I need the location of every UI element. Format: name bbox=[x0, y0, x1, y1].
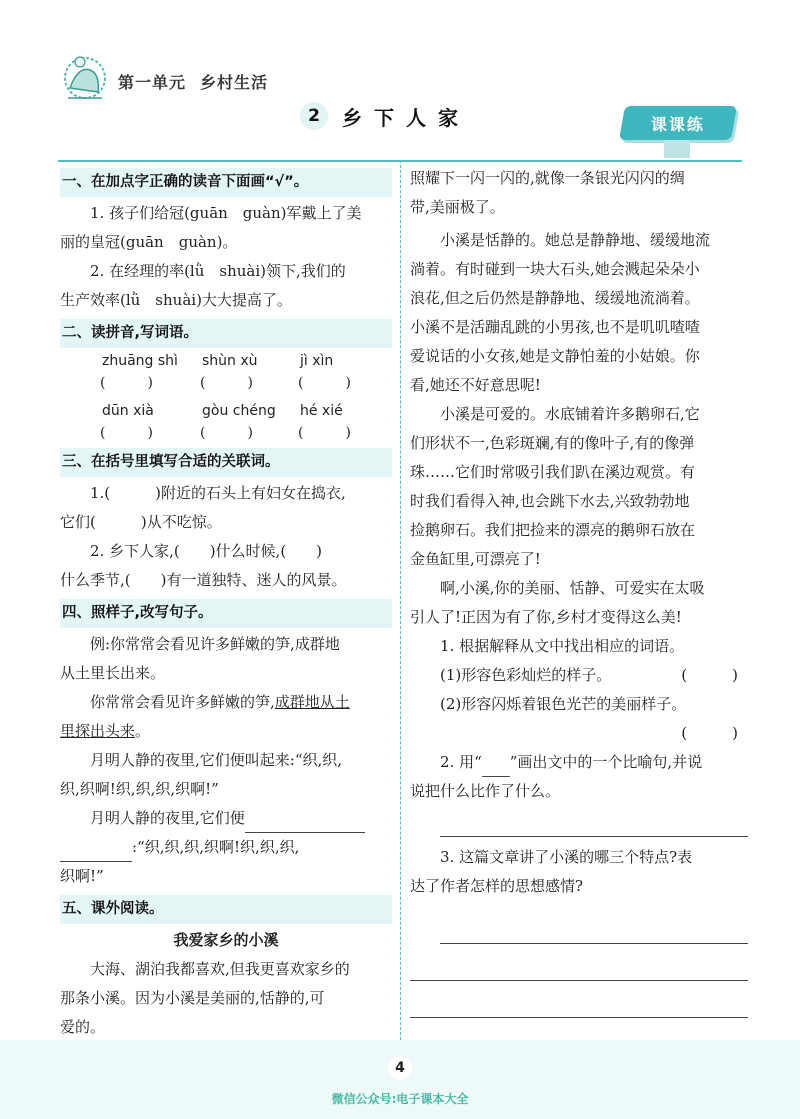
unit-title bbox=[118, 70, 268, 93]
unit-header bbox=[60, 48, 300, 108]
section-1-title: 一、在加点字正确的读音下面画“√”。 bbox=[60, 168, 392, 197]
section-4-title: 四、照样子,改写句子。 bbox=[60, 599, 392, 628]
section-5-title: 五、课外阅读。 bbox=[60, 895, 392, 924]
question-1-2-answer-row bbox=[410, 719, 748, 748]
answer-box-2[interactable]: ( ) bbox=[200, 375, 253, 391]
lesson-heading bbox=[300, 98, 520, 134]
s4-answer-blank-1[interactable] bbox=[245, 815, 365, 833]
footer-note: 微信公众号:电子课本大全 bbox=[331, 1092, 469, 1106]
article-p3-line6: 看,她还不好意思呢! bbox=[410, 376, 541, 394]
s4-example2-line2 bbox=[60, 717, 392, 746]
article-p5-line2: 引人了!正因为有了你,乡村才变得这么美! bbox=[410, 608, 682, 626]
s1-q1-line1: 1. 孩子们给冠(guān guàn)军戴上了美 bbox=[90, 204, 362, 222]
question-3-gap-2 bbox=[410, 981, 748, 1017]
article-p3-line5: 爱说话的小女孩,她是文静怕羞的小姑娘。你 bbox=[410, 347, 700, 365]
s4-example-line2: 从土里长出来。 bbox=[60, 664, 166, 682]
pinyin-3: jì xìn bbox=[300, 353, 334, 369]
article-p3-line2: 淌着。有时碰到一块大石头,她会溅起朵朵小 bbox=[410, 260, 700, 278]
s4-example2-text: 你常常会看见许多鲜嫩的笋, bbox=[90, 693, 275, 711]
s3-q2-line2: 什么季节,( )有一道独特、迷人的风景。 bbox=[60, 571, 347, 589]
s4-question-line2: 织,织啊!织,织,织,织啊!” bbox=[60, 780, 219, 798]
s4-answer-line3: 织啊!” bbox=[60, 867, 104, 885]
article-p3-line1: 小溪是恬静的。她总是静静地、缓缓地流 bbox=[440, 231, 711, 249]
s4-question-line1: 月明人静的夜里,它们便叫起来:“织,织, bbox=[90, 751, 343, 769]
question-1-2-answer[interactable]: ( ) bbox=[681, 724, 738, 742]
question-2-line1 bbox=[410, 748, 748, 777]
question-1: 1. 根据解释从文中找出相应的词语。 bbox=[440, 637, 685, 655]
question-2-underline-sample bbox=[482, 761, 510, 777]
right-column bbox=[410, 164, 748, 1018]
answer-row-1[interactable] bbox=[60, 372, 392, 394]
question-3-line2: 达了作者怎样的思想感情? bbox=[410, 877, 584, 895]
question-3-answer-line-3[interactable] bbox=[410, 1017, 748, 1018]
unit-label: 第一单元 bbox=[118, 73, 187, 92]
pinyin-5: gòu chéng bbox=[202, 403, 276, 419]
practice-tag bbox=[619, 106, 737, 140]
lesson-number: 2 bbox=[300, 102, 328, 130]
article-p5-line1: 啊,小溪,你的美丽、恬静、可爱实在太吸 bbox=[440, 579, 705, 597]
article-p4-line4: 时我们看得入神,也会跳下水去,兴致勃勃地 bbox=[410, 492, 690, 510]
page-number: 4 bbox=[388, 1056, 412, 1080]
article-p1-line1: 大海、湖泊我都喜欢,但我更喜欢家乡的 bbox=[90, 960, 350, 978]
question-2-answer-line[interactable] bbox=[440, 836, 748, 837]
s3-q1-line1: 1.( )附近的石头上有妇女在捣衣, bbox=[90, 484, 346, 502]
pinyin-row-2 bbox=[60, 400, 392, 422]
article-p4-line3: 珠……它们时常吸引我们趴在溪边观赏。有 bbox=[410, 463, 696, 481]
question-3-line1: 3. 这篇文章讲了小溪的哪三个特点?表 bbox=[440, 848, 693, 866]
article-title: 我爱家乡的小溪 bbox=[173, 931, 279, 949]
question-1-1 bbox=[410, 661, 748, 690]
s4-example2-line1 bbox=[60, 688, 392, 717]
article-p1-line3: 爱的。 bbox=[60, 1018, 106, 1036]
question-1-2: (2)形容闪烁着银色光芒的美丽样子。 bbox=[440, 695, 687, 713]
s4-answer-prefix: 月明人静的夜里,它们便 bbox=[90, 809, 245, 827]
article-p3-line3: 浪花,但之后仍然是静静地、缓缓地流淌着。 bbox=[410, 289, 700, 307]
tag-post bbox=[664, 140, 690, 158]
pinyin-4: dūn xià bbox=[102, 403, 154, 419]
section-2-title: 二、读拼音,写词语。 bbox=[60, 319, 392, 348]
answer-row-2[interactable] bbox=[60, 422, 392, 444]
pinyin-2: shùn xù bbox=[202, 353, 258, 369]
practice-tag-label: 课课练 bbox=[650, 114, 705, 134]
left-column bbox=[60, 164, 392, 1071]
s1-q2-line2: 生产效率(lǜ shuài)大大提高了。 bbox=[60, 291, 292, 309]
s4-answer-line1 bbox=[60, 804, 392, 833]
section-3-title: 三、在括号里填写合适的关联词。 bbox=[60, 448, 392, 477]
column-divider bbox=[400, 160, 401, 1040]
lesson-title: 乡下人家 bbox=[342, 105, 470, 130]
s1-q1-line2: 丽的皇冠(guān guàn)。 bbox=[60, 233, 238, 251]
unit-logo-icon bbox=[60, 48, 110, 106]
question-2-prefix: 2. 用“ bbox=[440, 753, 482, 771]
article-p2-line2: 照耀下一闪一闪的,就像一条银光闪闪的绸 bbox=[410, 169, 685, 187]
unit-name: 乡村生活 bbox=[200, 73, 269, 92]
s3-q1-line2: 它们( )从不吃惊。 bbox=[60, 513, 222, 531]
article-p3-line4: 小溪不是活蹦乱跳的小男孩,也不是叽叽喳喳 bbox=[410, 318, 700, 336]
question-3-gap-1 bbox=[410, 944, 748, 980]
answer-box-4[interactable]: ( ) bbox=[100, 425, 153, 441]
pinyin-6: hé xié bbox=[300, 403, 343, 419]
article-p4-line6: 金鱼缸里,可漂亮了! bbox=[410, 550, 541, 568]
article-p1-line2: 那条小溪。因为小溪是美丽的,恬静的,可 bbox=[60, 989, 325, 1007]
s4-example-line1: 例:你常常会看见许多鲜嫩的笋,成群地 bbox=[90, 635, 340, 653]
s4-example2-underline-2: 里探出头来 bbox=[60, 722, 136, 740]
answer-box-1[interactable]: ( ) bbox=[100, 375, 153, 391]
pinyin-1: zhuāng shì bbox=[102, 353, 178, 369]
answer-box-5[interactable]: ( ) bbox=[200, 425, 253, 441]
article-p4-line2: 们形状不一,色彩斑斓,有的像叶子,有的像弹 bbox=[410, 434, 695, 452]
s3-q2-line1: 2. 乡下人家,( )什么时候,( ) bbox=[90, 542, 323, 560]
article-p2-line3: 带,美丽极了。 bbox=[410, 198, 505, 216]
question-1-1-text: (1)形容色彩灿烂的样子。 bbox=[440, 666, 612, 684]
article-p4-line5: 捡鹅卵石。我们把捡来的漂亮的鹅卵石放在 bbox=[410, 521, 696, 539]
question-1-1-answer[interactable]: ( ) bbox=[681, 666, 738, 684]
s4-answer-line2 bbox=[60, 833, 392, 862]
pinyin-row-1 bbox=[60, 350, 392, 372]
question-2-text: ”画出文中的一个比喻句,并说 bbox=[509, 753, 703, 771]
s4-example2-end: 。 bbox=[135, 722, 151, 740]
question-2-line2: 说把什么比作了什么。 bbox=[410, 782, 561, 800]
question-3-spacer bbox=[410, 901, 748, 943]
answer-box-6[interactable]: ( ) bbox=[298, 425, 351, 441]
s4-answer-text: :“织,织,织,织啊!织,织,织, bbox=[132, 838, 300, 856]
article-p4-line1: 小溪是可爱的。水底铺着许多鹅卵石,它 bbox=[440, 405, 700, 423]
answer-box-3[interactable]: ( ) bbox=[298, 375, 351, 391]
s4-example2-underline-1: 成群地从土 bbox=[274, 693, 350, 711]
question-2-spacer bbox=[410, 806, 748, 836]
s4-answer-blank-2[interactable] bbox=[60, 844, 132, 862]
s1-q2-line1: 2. 在经理的率(lǜ shuài)领下,我们的 bbox=[90, 262, 346, 280]
